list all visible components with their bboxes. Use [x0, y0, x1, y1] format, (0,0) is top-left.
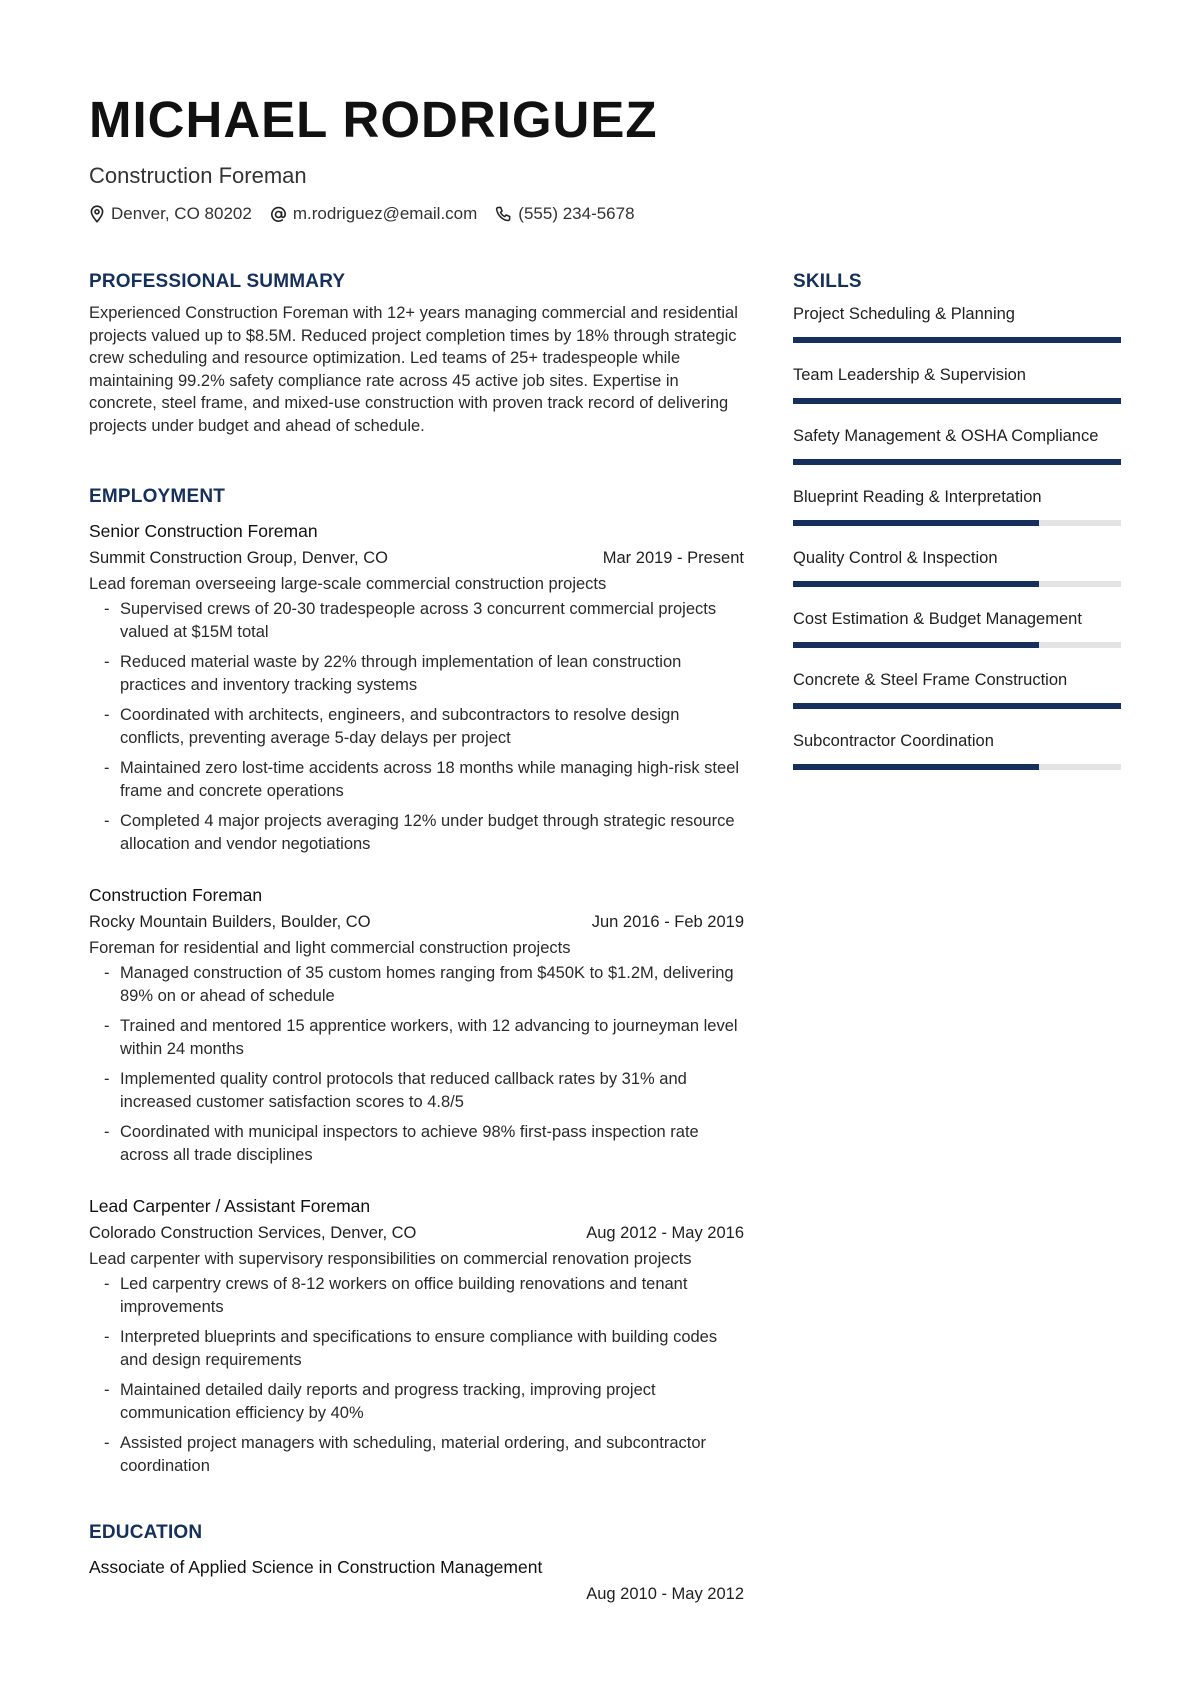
summary-text: Experienced Construction Foreman with 12+ years managing commercial and residential projects valued up to $8.5M. Reduced project completion times by 18% through strategic crew scheduling and resource optimization. Led teams of 25+ tradespeople while maintaining 99.2% safety compliance rate across 45 active job sites. Expertise in concrete, steel frame, and mixed-use construction with proven track record of delivering projects under budget and ahead of schedule. [89, 304, 738, 435]
job-title: Senior Construction Foreman [89, 521, 318, 541]
skill-name: Project Scheduling & Planning [793, 305, 1015, 323]
candidate-name: MICHAEL RODRIGUEZ [89, 91, 658, 148]
job-bullet [89, 598, 744, 643]
bullet-text: Led carpentry crews of 8-12 workers on office building renovations and tenant improvements [120, 1275, 688, 1316]
skill-item [793, 546, 1121, 599]
job-company-line [89, 546, 744, 570]
skill-level-bar [793, 398, 1121, 404]
dash-marker: - [104, 1070, 110, 1088]
dash-marker: - [104, 1434, 110, 1452]
phone-text: (555) 234-5678 [518, 204, 635, 223]
skill-level-bar [793, 703, 1121, 709]
skill-level-fill [793, 764, 1039, 770]
skill-level-fill [793, 337, 1121, 343]
dash-marker: - [104, 964, 110, 982]
education-heading: EDUCATION [89, 1522, 203, 1543]
education-section [89, 1521, 744, 1606]
dash-marker: - [104, 812, 110, 830]
bullet-text: Coordinated with architects, engineers, and subcontractors to resolve design conflicts, preventing average 5-day delays per project [120, 706, 680, 747]
skill-name: Cost Estimation & Budget Management [793, 610, 1082, 628]
skill-level-bar [793, 581, 1121, 587]
job-bullet [89, 1326, 744, 1371]
bullet-text: Assisted project managers with scheduling, material ordering, and subcontractor coordination [120, 1434, 707, 1475]
skill-item [793, 485, 1121, 538]
contact-row [89, 204, 1119, 224]
skill-name: Subcontractor Coordination [793, 732, 994, 750]
job-dates: Jun 2016 - Feb 2019 [591, 913, 744, 931]
skill-level-fill [793, 398, 1121, 404]
skill-name: Team Leadership & Supervision [793, 366, 1026, 384]
skill-level-fill [793, 642, 1039, 648]
skill-level-bar [793, 642, 1121, 648]
job-company: Colorado Construction Services, Denver, CO [89, 1224, 417, 1242]
skill-level-fill [793, 703, 1121, 709]
job-bullet [89, 1273, 744, 1318]
bullet-text: Coordinated with municipal inspectors to achieve 98% first-pass inspection rate across all trade disciplines [120, 1123, 699, 1164]
job-bullet [89, 810, 744, 855]
email-text: m.rodriguez@email.com [292, 204, 478, 223]
bullet-text: Trained and mentored 15 apprentice workers, with 12 advancing to journeyman level within 24 months [120, 1017, 738, 1058]
skill-level-bar [793, 520, 1121, 526]
dash-marker: - [104, 1381, 110, 1399]
employment-section [89, 485, 744, 1477]
contact-location [89, 204, 252, 224]
summary-section [89, 270, 744, 437]
job-title: Construction Foreman [89, 885, 263, 905]
job-bullet [89, 1432, 744, 1477]
bullet-text: Completed 4 major projects averaging 12% under budget through strategic resource allocation and vendor negotiations [120, 812, 735, 853]
at-sign-icon [270, 206, 287, 223]
skill-item [793, 424, 1121, 477]
resume-header [89, 90, 1119, 224]
job-entry [89, 1194, 744, 1477]
skill-item [793, 363, 1121, 416]
skill-level-fill [793, 459, 1121, 465]
job-bullet [89, 704, 744, 749]
dash-marker: - [104, 706, 110, 724]
bullet-text: Implemented quality control protocols that reduced callback rates by 31% and increased customer satisfaction scores to 4.8/5 [120, 1070, 687, 1111]
job-bullet [89, 651, 744, 696]
bullet-text: Managed construction of 35 custom homes ranging from $450K to $1.2M, delivering 89% on or ahead of schedule [120, 964, 734, 1005]
job-bullet [89, 1015, 744, 1060]
summary-heading: PROFESSIONAL SUMMARY [89, 271, 346, 292]
dash-marker: - [104, 1017, 110, 1035]
dash-marker: - [104, 1123, 110, 1141]
phone-icon [495, 206, 512, 223]
job-description: Foreman for residential and light commercial construction projects [89, 939, 571, 957]
dash-marker: - [104, 653, 110, 671]
job-bullets [89, 962, 744, 1166]
sidebar-column [793, 270, 1121, 782]
job-company-line [89, 910, 744, 934]
skill-item [793, 668, 1121, 721]
skill-name: Quality Control & Inspection [793, 549, 998, 567]
bullet-text: Reduced material waste by 22% through implementation of lean construction practices and inventory tracking systems [120, 653, 682, 694]
job-company: Summit Construction Group, Denver, CO [89, 549, 388, 567]
skill-item [793, 729, 1121, 782]
location-text: Denver, CO 80202 [111, 204, 252, 223]
job-description: Lead carpenter with supervisory responsibilities on commercial renovation projects [89, 1250, 692, 1268]
dash-marker: - [104, 759, 110, 777]
skill-name: Blueprint Reading & Interpretation [793, 488, 1042, 506]
candidate-title: Construction Foreman [89, 163, 307, 188]
job-bullets [89, 1273, 744, 1477]
dash-marker: - [104, 600, 110, 618]
skill-level-fill [793, 581, 1039, 587]
skill-name: Concrete & Steel Frame Construction [793, 671, 1068, 689]
job-bullet [89, 1068, 744, 1113]
job-bullets [89, 598, 744, 855]
bullet-text: Maintained zero lost-time accidents across 18 months while managing high-risk steel frame and concrete operations [120, 759, 740, 800]
bullet-text: Supervised crews of 20-30 tradespeople across 3 concurrent commercial projects valued at $15M total [120, 600, 717, 641]
bullet-text: Maintained detailed daily reports and progress tracking, improving project communication efficiency by 40% [120, 1381, 656, 1422]
main-column [89, 270, 744, 1606]
employment-heading: EMPLOYMENT [89, 486, 226, 507]
skill-level-bar [793, 459, 1121, 465]
job-company-line [89, 1221, 744, 1245]
skills-heading: SKILLS [793, 271, 862, 292]
job-bullet [89, 1379, 744, 1424]
dash-marker: - [104, 1328, 110, 1346]
job-bullet [89, 962, 744, 1007]
job-bullet [89, 757, 744, 802]
skill-level-fill [793, 520, 1039, 526]
job-dates: Aug 2012 - May 2016 [586, 1224, 744, 1242]
education-dates: Aug 2010 - May 2012 [586, 1585, 744, 1603]
job-bullet [89, 1121, 744, 1166]
skill-item [793, 302, 1121, 355]
contact-phone[interactable] [495, 204, 634, 224]
bullet-text: Interpreted blueprints and specifications to ensure compliance with building codes and design requirements [120, 1328, 718, 1369]
job-entry [89, 519, 744, 855]
job-company: Rocky Mountain Builders, Boulder, CO [89, 913, 371, 931]
skill-item [793, 607, 1121, 660]
skills-list [793, 302, 1121, 782]
education-degree: Associate of Applied Science in Construction Management [89, 1557, 543, 1577]
location-pin-icon [89, 205, 105, 223]
skill-level-bar [793, 337, 1121, 343]
job-title: Lead Carpenter / Assistant Foreman [89, 1196, 371, 1216]
skill-level-bar [793, 764, 1121, 770]
job-entry [89, 883, 744, 1166]
job-description: Lead foreman overseeing large-scale commercial construction projects [89, 575, 607, 593]
job-dates: Mar 2019 - Present [602, 549, 744, 567]
dash-marker: - [104, 1275, 110, 1293]
skill-name: Safety Management & OSHA Compliance [793, 427, 1099, 445]
contact-email[interactable] [270, 204, 477, 224]
